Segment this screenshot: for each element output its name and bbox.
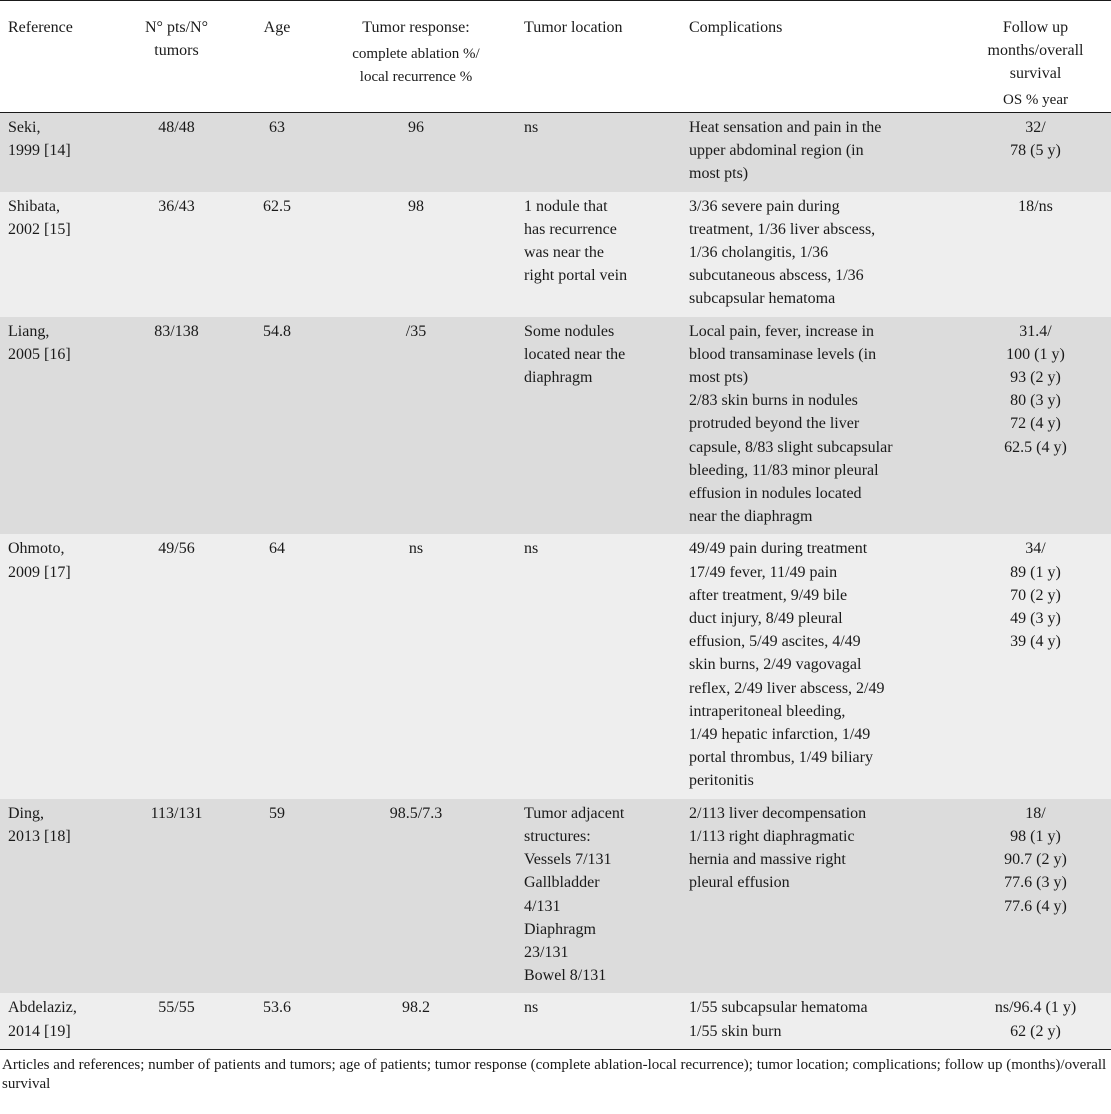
cell-complications-line: near the diaphragm [689,508,813,526]
cell-pts-tumors: 36/43 [115,192,238,317]
cell-reference-line: 2002 [15] [8,220,71,238]
cell-tumor-location-line: has recurrence [524,220,617,238]
cell-reference-line: Ding, [8,804,44,822]
header-tumor-response [316,1,516,113]
cell-complications [681,113,960,192]
cell-follow-up-line: 98 (1 y) [1010,827,1061,845]
cell-complications-line: 2/113 liver decompensation [689,804,867,822]
cell-tumor-location [516,993,681,1049]
header-pts-tumors [115,1,238,113]
cell-complications-line: 1/55 subcapsular hematoma [689,999,868,1017]
cell-follow-up-line: 80 (3 y) [1010,392,1061,410]
cell-reference-line: Seki, [8,119,41,136]
cell-complications-line: 1/49 hepatic infarction, 1/49 [689,726,871,744]
header-location-label: Tumor location [524,19,623,36]
cell-follow-up-line: 93 (2 y) [1010,369,1061,387]
table-row [0,993,1111,1049]
cell-pts-tumors: 83/138 [115,317,238,535]
cell-follow-up-line: ns/96.4 (1 y) [994,999,1077,1017]
header-row [0,1,1111,113]
cell-pts-tumors: 113/131 [115,799,238,994]
cell-age: 54.8 [238,317,316,535]
cell-follow-up [960,317,1111,535]
cell-tumor-location-line: Diaphragm [524,920,596,938]
cell-age: 53.6 [238,993,316,1049]
cell-complications-line: portal thrombus, 1/49 biliary [689,749,873,767]
cell-tumor-location [516,113,681,192]
cell-complications-line: pleural effusion [689,874,790,892]
table-row [0,113,1111,192]
cell-tumor-location-line: ns [524,119,539,136]
cell-tumor-response: 98.5/7.3 [316,799,516,994]
cell-follow-up-line: 89 (1 y) [1010,563,1061,581]
cell-tumor-location-line: 1 nodule that [524,197,608,215]
cell-complications-line: effusion in nodules located [689,485,862,503]
cell-pts-tumors: 48/48 [115,113,238,192]
cell-reference-line: 2009 [17] [8,563,71,581]
cell-tumor-location-line: Some nodules [524,322,615,340]
cell-follow-up-line: 90.7 (2 y) [1004,851,1067,869]
cell-complications-line: 3/36 severe pain during [689,197,840,215]
cell-follow-up-line: 31.4/ [1019,322,1052,340]
table-footnote: Articles and references; number of patients and tumors; age of patients; tumor response (complete ablation-local recurrence); tumor location; complications; follow up (months)/overall survival [2,1056,1107,1092]
cell-follow-up-line: 78 (5 y) [1010,142,1061,160]
cell-complications [681,192,960,317]
cell-reference-line: 1999 [14] [8,142,71,160]
cell-tumor-response: 98.2 [316,993,516,1049]
cell-complications-line: bleeding, 11/83 minor pleural [689,461,879,479]
cell-complications-line: peritonitis [689,772,754,790]
cell-reference-line: Liang, [8,322,50,340]
cell-complications-line: reflex, 2/49 liver abscess, 2/49 [689,679,885,697]
cell-follow-up [960,799,1111,994]
cell-complications-line: intraperitoneal bleeding, [689,702,846,720]
cell-follow-up [960,534,1111,798]
cell-follow-up-line: 18/ [1025,804,1046,822]
cell-tumor-location-line: diaphragm [524,369,593,387]
header-reference [0,1,115,113]
cell-reference [0,113,115,192]
cell-follow-up [960,993,1111,1049]
cell-complications-line: 17/49 fever, 11/49 pain [689,563,838,581]
cell-follow-up-line: 77.6 (4 y) [1004,897,1067,915]
cell-follow-up-line: 62.5 (4 y) [1004,438,1067,456]
cell-complications-line: 1/113 right diaphragmatic [689,827,855,845]
cell-tumor-location-line: right portal vein [524,267,628,285]
cell-age: 62.5 [238,192,316,317]
header-reference-label: Reference [8,19,73,36]
cell-complications-line: 2/83 skin burns in nodules [689,392,858,410]
cell-complications-line: hernia and massive right [689,851,846,869]
table-row [0,534,1111,798]
cell-complications-line: most pts) [689,369,749,387]
cell-complications-line: upper abdominal region (in [689,142,864,160]
header-tumor-location [516,1,681,113]
cell-reference-line: 2014 [19] [8,1022,71,1040]
cell-tumor-location-line: 23/131 [524,943,569,961]
cell-complications-line: protruded beyond the liver [689,415,860,433]
cell-tumor-response: /35 [316,317,516,535]
header-follow-up-line4: OS % year [1003,92,1068,108]
cell-tumor-location-line: structures: [524,827,591,845]
header-follow-up-line3: survival [1009,65,1062,82]
header-age-label: Age [263,19,291,36]
cell-reference [0,993,115,1049]
cell-follow-up-line: 72 (4 y) [1010,415,1061,433]
cell-tumor-response: 98 [316,192,516,317]
header-response-line3: local recurrence % [359,69,473,85]
cell-complications-line: effusion, 5/49 ascites, 4/49 [689,633,861,651]
cell-complications-line: 1/36 cholangitis, 1/36 [689,244,829,262]
header-complications [681,1,960,113]
header-pts-tumors-line1: N° pts/N° [144,19,209,36]
cell-follow-up [960,192,1111,317]
cell-tumor-location-line: was near the [524,244,604,262]
cell-follow-up-line: 62 (2 y) [1010,1022,1061,1040]
cell-tumor-location-line: 4/131 [524,897,561,915]
cell-complications [681,534,960,798]
cell-complications [681,799,960,994]
cell-follow-up-line: 49 (3 y) [1010,610,1061,628]
cell-follow-up-line: 100 (1 y) [1006,345,1065,363]
table-body [0,113,1111,1050]
cell-reference-line: Abdelaziz, [8,999,77,1017]
cell-reference [0,799,115,994]
cell-complications-line: subcapsular hematoma [689,290,836,308]
cell-follow-up-line: 34/ [1025,540,1046,558]
cell-tumor-location-line: Vessels 7/131 [524,851,612,869]
cell-complications-line: skin burns, 2/49 vagovagal [689,656,862,674]
cell-complications-line: duct injury, 8/49 pleural [689,610,843,628]
table-header [0,1,1111,113]
cell-reference-line: 2005 [16] [8,345,71,363]
cell-reference [0,317,115,535]
cell-reference [0,192,115,317]
cell-follow-up [960,113,1111,192]
header-follow-up [960,1,1111,113]
cell-tumor-location-line: Bowel 8/131 [524,967,607,985]
cell-age: 64 [238,534,316,798]
cell-complications-line: treatment, 1/36 liver abscess, [689,220,876,238]
cell-complications-line: subcutaneous abscess, 1/36 [689,267,864,285]
cell-follow-up-line: 39 (4 y) [1010,633,1061,651]
header-pts-tumors-line2: tumors [154,42,199,59]
cell-follow-up-line: 77.6 (3 y) [1004,874,1067,892]
header-response-line1: Tumor response: [362,19,470,36]
cell-pts-tumors: 55/55 [115,993,238,1049]
header-follow-up-line1: Follow up [1002,19,1069,36]
cell-follow-up-line: 18/ns [1018,197,1053,215]
cell-tumor-location-line: ns [524,540,539,558]
cell-complications-line: most pts) [689,165,749,183]
cell-follow-up-line: 32/ [1025,119,1046,136]
cell-follow-up-line: 70 (2 y) [1010,586,1061,604]
cell-complications-line: Heat sensation and pain in the [689,119,882,136]
cell-tumor-location [516,192,681,317]
cell-complications-line: capsule, 8/83 slight subcapsular [689,438,893,456]
cell-complications [681,993,960,1049]
table-row [0,317,1111,535]
cell-reference-line: Ohmoto, [8,540,65,558]
cell-reference [0,534,115,798]
cell-complications-line: after treatment, 9/49 bile [689,586,848,604]
cell-tumor-location [516,534,681,798]
cell-tumor-location-line: located near the [524,345,626,363]
cell-tumor-location-line: ns [524,999,539,1017]
header-response-line2: complete ablation %/ [352,46,480,62]
cell-tumor-response: ns [316,534,516,798]
cell-complications [681,317,960,535]
cell-age: 63 [238,113,316,192]
cell-tumor-location [516,317,681,535]
cell-tumor-location [516,799,681,994]
table-row [0,192,1111,317]
cell-age: 59 [238,799,316,994]
cell-complications-line: 49/49 pain during treatment [689,540,868,558]
cell-reference-line: Shibata, [8,197,60,215]
cell-tumor-location-line: Gallbladder [524,874,600,892]
header-follow-up-line2: months/overall [987,42,1084,59]
cell-reference-line: 2013 [18] [8,827,71,845]
cell-tumor-location-line: Tumor adjacent [524,804,625,822]
cell-pts-tumors: 49/56 [115,534,238,798]
header-complications-label: Complications [689,19,783,36]
table-row [0,799,1111,994]
header-age [238,1,316,113]
cell-tumor-response: 96 [316,113,516,192]
cell-complications-line: 1/55 skin burn [689,1022,782,1040]
cell-complications-line: Local pain, fever, increase in [689,322,875,340]
cell-complications-line: blood transaminase levels (in [689,345,877,363]
